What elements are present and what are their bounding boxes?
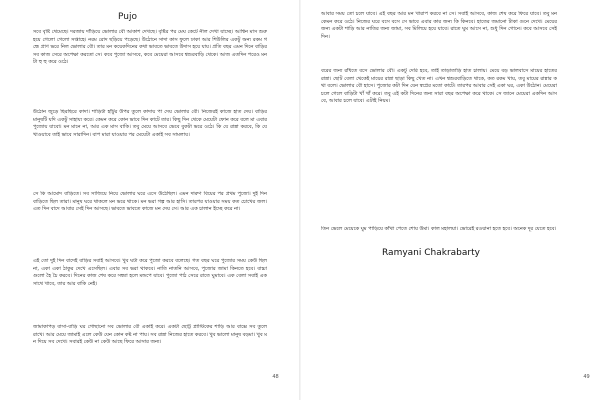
story-title: Pujo: [118, 12, 137, 22]
right-page-number: 49: [583, 374, 590, 380]
left-paragraph-4: এই তো দুই দিন বাদেই বাড়ির সবাই আসবে। খুব ঘটা করে পুজো করবে বলেছে। গত বছর ঘরে পুজোর সময় কেউ ছিল না, একা একা ঠাকুর দেখে এসেছিল। এবার সব ভরা থাকবে। নাতি নাতনি আসবে, পুজোর জামা কিনতে হবে। বাচ্চা গুলো হৈ চৈ করবে। দিনের কাজ শেষ করে সন্ধ্যা হলে মন্ডপে যাবে। পুজো পাঠ সেরে রাতে ঘুমাবে। এক বেলা সবাই একসাথে খাবে, তার আর বাকি নেই।: [33, 258, 267, 287]
left-paragraph-3: সে কি আমোদ বাড়িতে। সব সাজিয়ে নিয়ে ভোলার ঘরে এসে উঠেছিল। এমন দারুণ বিয়ের পর প্রথম পুজো। দুই দিন বাড়িতে ছিল তারা। মানুষ ঘরে থাকলে মন ভরে থাকে। মন ভরা গল্প আর হাসি। তারপর যাওয়ার সময় কত চোখের জল। এত দিন বাদে আবার সেই দিন আসছে। ভাবতে ভাবতে কাজে মন দেয় সে। আর এক চালান ইচ্ছে করে না।: [33, 191, 267, 213]
right-paragraph-1: আবার সময় তো চলে যাবে। এই বছর আর মন খারাপ করবে না সে। সবাই আসবে, কাজ শেষ করে ফিরে যাবে। তবু মন কেমন করে ওঠে। নিজের ঘরে বসে বসে সে ভাবে এবার কার জন্য কি কিনবে। হাতের জমানো টাকা গুনে দেখে। মেয়ের জন্য একটা শাড়ি আর নাতির জন্য জামা, সব মিলিয়ে হয়ে যাবে। রাতে ঘুম আসে না, শুধু দিন গোনে। কবে আসবে সেই দিন।: [321, 11, 557, 40]
left-page-number: 48: [272, 374, 279, 380]
author-name: Ramyani Chakrabarty: [382, 248, 480, 258]
left-paragraph-5: জামাকাপড় বাসা-বাড়ি ঘর গোছানো সব ভোলার বৌ একাই করে। একটা ছোট্ট প্লাস্টিকের শাড়ি আর বাক্সে সব তুলে রাখে। আর মেয়ে জামাই এলে কেউ যেন কোন কষ্ট না পায়। সব রান্না নিজের হাতে করবে। খুব ভালো মানুষ বড়মা। খুব মন দিয়ে সব দেখে। সবারই কেউ না কেউ আছে ফিরে আসার জন্য।: [33, 324, 267, 346]
right-paragraph-2: বরের জন্য রাঁধতে বসে ভোলার বৌ। একটু দেরি হবে, তাই তাড়াতাড়ি হাত চালায়। মেয়ে বড় ভালবাসে মায়ের হাতের রান্না। ছোট বেলা থেকেই মায়ের রান্না ছাড়া কিছু খেত না। এখন শ্বশুরবাড়িতে থাকে, কত রকম খায়, তবু মায়ের রান্নার কথা বলে। ভোলার বৌ হাসে। পুজোর কটা দিন যেন স্বপ্নের মতো কাটে। তারপর আবার সেই একা ঘর, একা উঠোন। মেয়েরা চলে গেলে বাড়িটা খাঁ খাঁ করে। তবু এই কটা দিনের জন্য সারা বছর অপেক্ষা করে থাকে। সে জানে মেয়েরা একদিন আসবে, আবার চলে যাবে। এটাই নিয়ম।: [321, 68, 557, 105]
right-page: [300, 0, 600, 400]
left-paragraph-1: সবে বৃষ্টি থেমেছে। দরজায় দাঁড়িয়ে ভোলার বৌ আকাশ দেখছে। বৃষ্টির পর মেঘ কেটে নীল দেখা যাচ্ছে। আশ্বিন মাস শুরু হয়ে গেলো গেলো সপ্তাহে। নরম রোদ ছড়িয়ে পড়েছে। উঠোনে সাদা কাস ফুলে ঢাকা আর শিউলির একটু অন্য রকম গন্ধে প্রাণ ভরে নিল ভোলার বৌ। তার মন কয়েকদিনের কথা ভাবতে ভাবতে উদাস হয়ে যায়। প্রতি বছর এমন দিনে বাড়ির সব কাজ সেরে অপেক্ষা করতো সে। কবে পুজো আসবে, কবে মেয়েরা আসবে শ্বশুরবাড়ি থেকে। আজ এতদিন পরেও মনটা হু হু করে ওঠে।: [33, 29, 267, 66]
left-paragraph-2: উঠোন জুড়ে ছিরছিরে কাদা। শাড়িটা হাঁটুর উপর তুলে কাদায় পা দেয় ভোলার বৌ। নিজেরই কাজে হাত দেয়। বাড়ির মানুষটি যদি একটু সাহায্য করে। কেমন করে কোন ভাবে দিন কাটে তার। কিছু দিন থেকে মেয়েটা ফোন করে বলে মা এবার পুজোয় যাবো। মন মানে না, আর এক মাস বাকি। তবু মেয়ে আসবে ভেবে বুকটা ভরে ওঠে। কি যে রান্না করবে, কি যে খাওয়াবে তাই ভাবে সারাদিন। বাপ মারা যাওয়ার পর মেয়েটা একাই সব সামলায়।: [33, 109, 267, 138]
right-paragraph-3: তিন ভেলে মেয়েকে ঘুম পাড়িয়ে কাঁথা পেতে শোয় উমা। কাল মহালয়া। ভোরেই রওয়ানা হতে হবে। অনেক দূর যেতে হবে।: [321, 226, 557, 232]
